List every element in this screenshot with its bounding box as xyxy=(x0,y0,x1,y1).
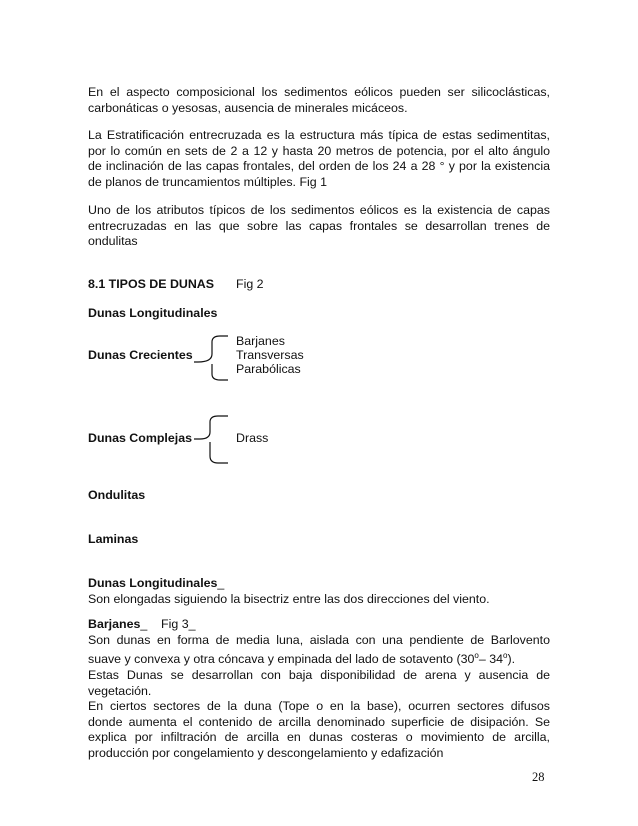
barjanes-heading-line: Barjanes_ Fig 3_ xyxy=(88,617,196,631)
barjanes-fig-ref: Fig 3 xyxy=(161,617,189,631)
paragraph-stratification xyxy=(88,128,550,190)
paragraph-line: entrecruzadas en las que sobre las capas frontales se desarrollan trenes de xyxy=(88,218,550,233)
paragraph-composition xyxy=(88,85,550,116)
paragraph-line: explica por infiltración de arcilla en dunas costeras o movimiento de arcilla, xyxy=(88,730,550,745)
section-fig-ref: Fig 2 xyxy=(236,277,264,291)
page-number: 28 xyxy=(532,770,545,784)
definition-text: Son elongadas siguiendo la bisectriz entre las dos direcciones del viento. xyxy=(88,591,490,606)
definition-title: Dunas Longitudinales_ xyxy=(88,576,225,590)
complejas-type-drass: Drass xyxy=(236,431,269,445)
paragraph-line: por lo común en sets de 2 a 12 y hasta 20 metros de potencia, por el alto ángulo xyxy=(88,143,550,158)
crecientes-type-transversas: Transversas xyxy=(236,348,304,362)
paragraph-line: carbonáticas o yesosas, ausencia de minerales micáceos. xyxy=(88,100,408,115)
crecientes-type-parabolicas: Parabólicas xyxy=(236,362,301,376)
paragraph-line xyxy=(88,648,550,668)
paragraph-attributes xyxy=(88,203,550,250)
barjanes-title: Barjanes xyxy=(88,617,141,631)
paragraph-line: Son dunas en forma de media luna, aislada con una pendiente de Barlovento xyxy=(88,632,550,647)
line-text: suave y convexa y otra cóncava y empinada del lado de sotavento (30 xyxy=(88,652,475,667)
paragraph-line: ondulitas xyxy=(88,234,138,249)
longitudinales-definition xyxy=(88,576,550,607)
paragraph-line: Uno de los atributos típicos de los sedimentos eólicos es la existencia de capas xyxy=(88,203,550,217)
definition-title-text: Dunas Longitudinales xyxy=(88,576,218,590)
section-heading: 8.1 TIPOS DE DUNAS xyxy=(88,277,214,291)
paragraph-line: donde aumenta el contenido de arcilla denominado superficie de disipación. Se xyxy=(88,714,550,729)
paragraph-line: La Estratificación entrecruzada es la estructura más típica de estas sedimentitas, xyxy=(88,128,550,142)
dune-type-ondulitas: Ondulitas xyxy=(88,488,146,502)
paragraph-line: de planos de truncamientos múltiples. Fig 1 xyxy=(88,174,327,189)
crecientes-type-barjanes: Barjanes xyxy=(236,334,285,348)
paragraph-line: vegetación. xyxy=(88,683,152,698)
line-text: – 34 xyxy=(478,652,503,667)
degree-superscript: o xyxy=(503,651,508,661)
dune-type-laminas: Laminas xyxy=(88,532,139,546)
paragraph-line: En el aspecto composicional los sedimentos eólicos pueden ser silicoclásticas, xyxy=(88,85,550,99)
paragraph-line: de inclinación de las capas frontales, del orden de los 24 a 28 ° y por la existencia xyxy=(88,159,550,174)
paragraph-line: En ciertos sectores de la duna (Tope o en la base), ocurren sectores difusos xyxy=(88,699,550,714)
paragraph-line: producción por congelamiento y descongelamiento y edafización xyxy=(88,745,444,760)
brace-complejas xyxy=(188,414,238,466)
dune-type-complejas: Dunas Complejas xyxy=(88,431,192,445)
degree-superscript: o xyxy=(474,651,479,661)
barjanes-definition xyxy=(88,617,550,761)
paragraph-line: Estas Dunas se desarrollan con baja disponibilidad de arena y ausencia de xyxy=(88,667,550,682)
dune-type-crecientes: Dunas Crecientes xyxy=(88,348,193,362)
dune-type-longitudinales: Dunas Longitudinales xyxy=(88,306,218,320)
brace-crecientes xyxy=(186,334,236,384)
line-text: ). xyxy=(507,652,516,667)
